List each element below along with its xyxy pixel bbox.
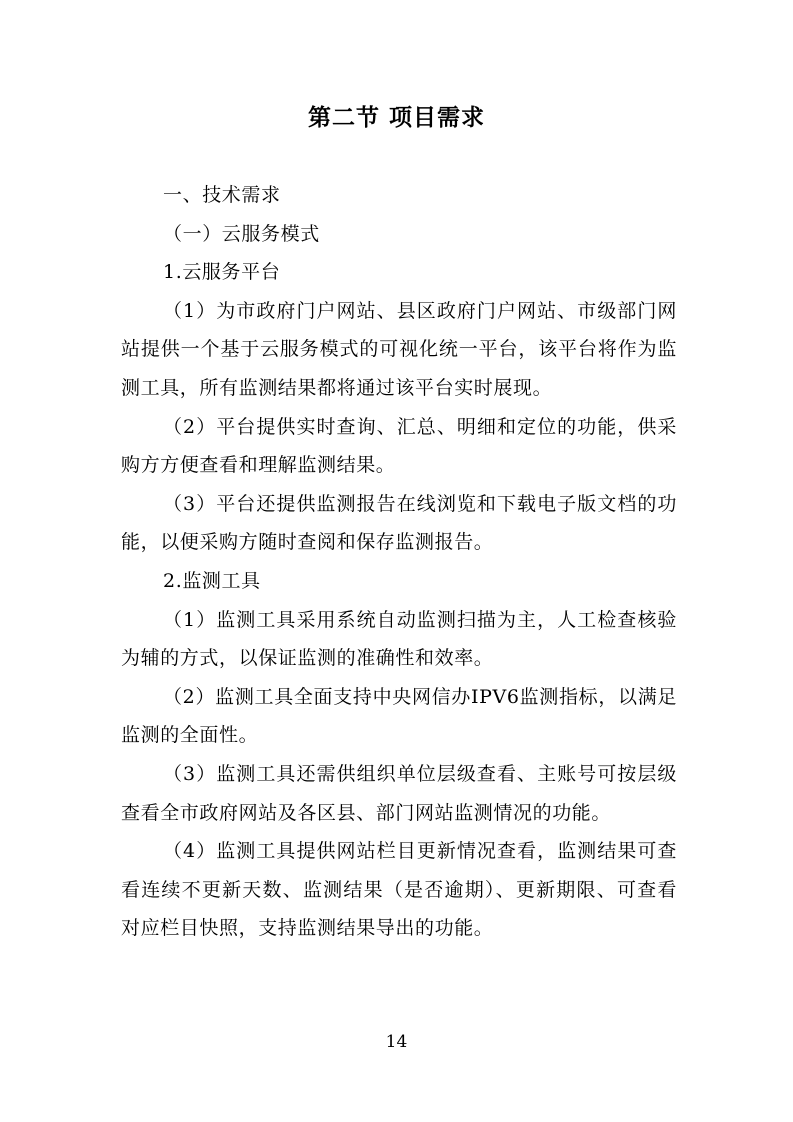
heading-technical-requirements: 一、技术需求 [163,184,281,206]
heading-monitoring-tools: 2.监测工具 [163,569,261,592]
document-body [121,176,677,948]
paragraph: （1）监测工具采用系统自动监测扫描为主，人工检查核验为辅的方式，以保证监测的准确性和效率。 [121,608,677,670]
paragraph: （3）监测工具还需供组织单位层级查看、主账号可按层级查看全市政府网站及各区县、部门网站监测情况的功能。 [121,762,677,824]
section-title: 第二节 项目需求 [307,105,485,131]
paragraph: （2）监测工具全面支持中央网信办IPV6监测指标，以满足监测的全面性。 [121,685,677,747]
paragraph: （1）为市政府门户网站、县区政府门户网站、市级部门网站提供一个基于云服务模式的可视化统一平台，该平台将作为监测工具，所有监测结果都将通过该平台实时展现。 [121,299,677,399]
page-number: 14 [385,1032,408,1052]
paragraph: （3）平台还提供监测报告在线浏览和下载电子版文档的功能，以便采购方随时查阅和保存监测报告。 [121,492,677,554]
paragraph: （4）监测工具提供网站栏目更新情况查看，监测结果可查看连续不更新天数、监测结果（是否逾期）、更新期限、可查看对应栏目快照，支持监测结果导出的功能。 [121,840,677,940]
heading-cloud-service-platform: 1.云服务平台 [163,261,281,284]
heading-cloud-service-mode: （一）云服务模式 [163,222,320,245]
paragraph: （2）平台提供实时查询、汇总、明细和定位的功能，供采购方方便查看和理解监测结果。 [121,415,677,477]
